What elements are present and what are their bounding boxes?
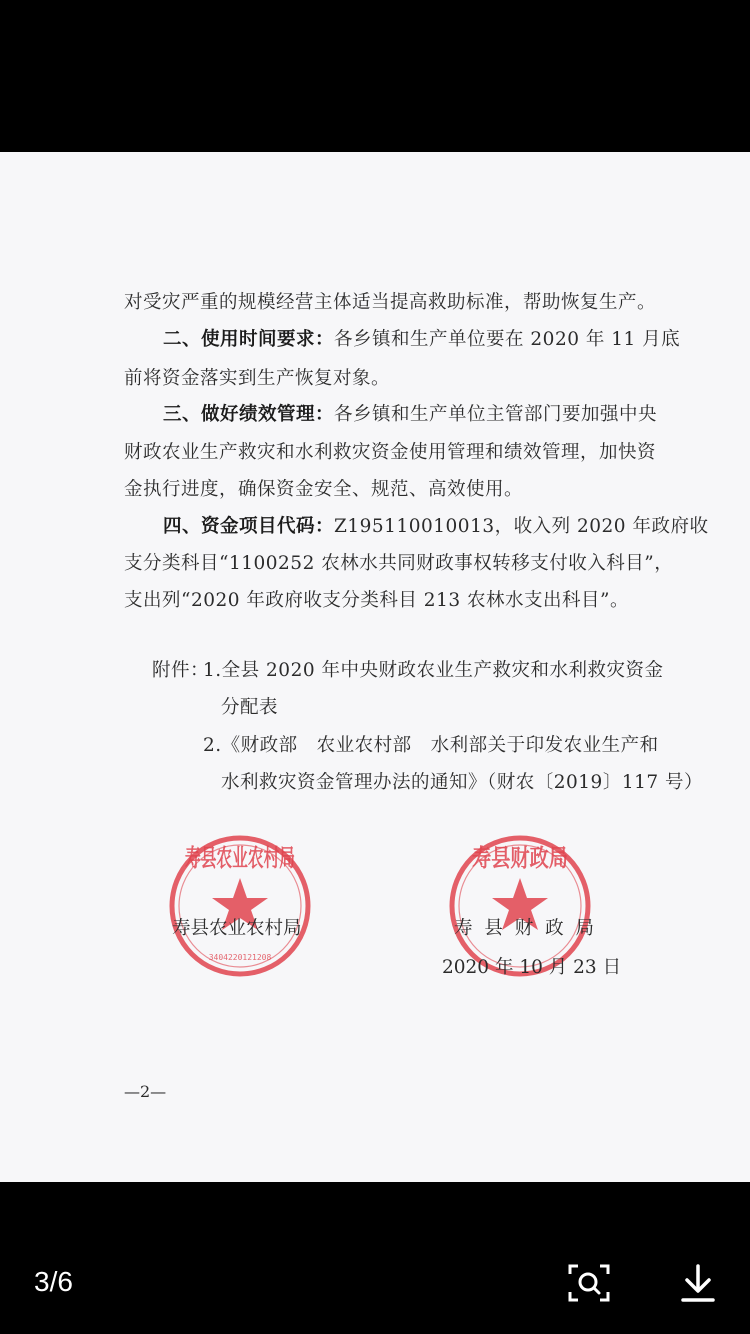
section-3-line-2: 财政农业生产救灾和水利救灾资金使用管理和绩效管理，加快资 <box>124 442 657 463</box>
agriculture-bureau-seal <box>166 832 314 980</box>
page-number: —2— <box>124 1082 167 1101</box>
section-3-heading: 三、做好绩效管理： <box>163 404 335 425</box>
section-4-heading: 四、资金项目代码： <box>163 516 335 537</box>
attachment-2-line-2: 水利救灾资金管理办法的通知》（财农〔2019〕117 号） <box>221 772 704 793</box>
section-4-line-2: 支分类科目“1100252 农林水共同财政事权转移支付收入科目”， <box>124 553 674 574</box>
attachment-1-line-1: 1.全县 2020 年中央财政农业生产救灾和水利救灾资金 <box>203 660 664 681</box>
seal-text-right: 寿县财政局 <box>472 844 568 872</box>
page-counter: 3/6 <box>34 1266 73 1297</box>
viewer-toolbar <box>0 1182 750 1334</box>
signature-agriculture-bureau: 寿县农业农村局 <box>172 918 302 939</box>
seal-text-left: 寿县农业农村局 <box>185 844 295 872</box>
attachment-label: 附件： <box>152 660 210 681</box>
section-3-line-1 <box>163 397 663 433</box>
attachment-1-line-2: 分配表 <box>221 697 279 718</box>
section-2-text: 各乡镇和生产单位要在 2020 年 11 月底 <box>334 329 681 350</box>
section-2-heading: 二、使用时间要求： <box>163 329 335 350</box>
section-3-text: 各乡镇和生产单位主管部门要加强中央 <box>334 404 658 425</box>
download-icon[interactable] <box>675 1260 721 1306</box>
section-2-line-1 <box>163 322 681 358</box>
section-2-line-2: 前将资金落实到生产恢复对象。 <box>124 368 391 389</box>
body-line-1: 对受灾严重的规模经营主体适当提高救助标准，帮助恢复生产。 <box>124 292 657 313</box>
section-4-text: Z195110010013，收入列 2020 年政府收 <box>334 516 709 537</box>
document-date: 2020 年 10 月 23 日 <box>442 957 622 978</box>
image-search-icon[interactable] <box>566 1260 612 1306</box>
attachment-2-line-1: 2.《财政部 农业农村部 水利部关于印发农业生产和 <box>203 735 659 756</box>
seal-code: 3404220121208 <box>208 953 272 962</box>
section-4-line-1 <box>163 509 709 545</box>
section-3-line-3: 金执行进度，确保资金安全、规范、高效使用。 <box>124 479 524 500</box>
signature-finance-bureau: 寿 县 财 政 局 <box>454 918 598 939</box>
section-4-line-3: 支出列“2020 年政府收支分类科目 213 农林水支出科目”。 <box>124 590 629 611</box>
document-page <box>0 152 750 1182</box>
